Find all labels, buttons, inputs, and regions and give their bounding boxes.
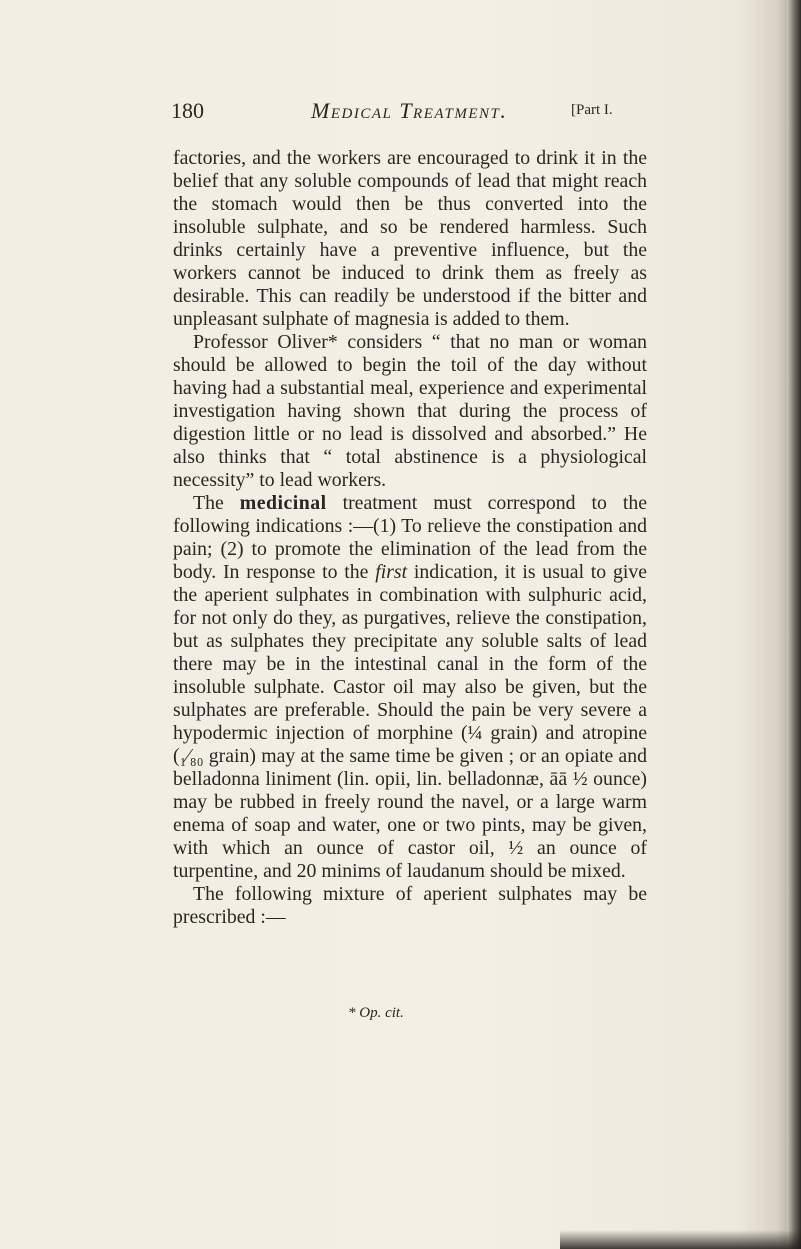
page-bottom-shadow <box>560 1230 801 1249</box>
page-edge-shadow <box>787 0 801 1249</box>
paragraph-4: The following mixture of aperient sulphates may be prescribed :— <box>173 883 647 928</box>
running-header <box>171 98 651 128</box>
footnote: * Op. cit. <box>348 1005 404 1021</box>
first-term: first <box>375 561 408 583</box>
body-text <box>173 147 647 929</box>
paragraph-3-end: indication, it is usual to give the aperient sulphates in combination with sulphuric acid, for not only do they, as purgatives, relieve the constipation, but as sulphates they precipitate any soluble salts of lead there may be in the intestinal canal in the form of the insoluble sulphate. Castor oil may also be given, but the sulphates are preferable. Should the pain be very severe a hypodermic injection of morphine (¼ grain) and atropine (₁⁄₈₀ grain) may at the same time be given ; or an opiate and belladonna liniment (lin. opii, lin. belladonnæ, āā ½ ounce) may be rubbed in freely round the navel, or a large warm enema of soap and water, one or two pints, may be given, with which an ounce of castor oil, ½ an ounce of turpentine, and 20 minims of laudanum should be mixed. <box>173 561 647 882</box>
paragraph-3 <box>173 492 647 883</box>
paragraph-3-middle: treatment must correspond to the following indications :—(1) To relieve the constipation and pain; (2) to promote the elimination of the lead from the body. In response to the <box>173 492 647 583</box>
paragraph-2: Professor Oliver* considers “ that no man or woman should be allowed to begin the toil of the day without having had a substantial meal, experience and experimental investigation having shown that during the process of digestion little or no lead is dissolved and absorbed.” He also thinks that “ total abstinence is a physiological necessity” to lead workers. <box>173 331 647 491</box>
part-label: [Part I. <box>571 102 613 118</box>
paragraph-1: factories, and the workers are encouraged to drink it in the belief that any soluble compounds of lead that might reach the stomach would then be thus converted into the insoluble sulphate, and so be rendered harmless. Such drinks certainly have a preventive influence, but the workers cannot be induced to drink them as freely as desirable. This can readily be understood if the bitter and unpleasant sulphate of magnesia is added to them. <box>173 147 647 330</box>
page-number: 180 <box>171 98 204 123</box>
paragraph-3-start: The <box>193 492 224 514</box>
running-title: Medical Treatment. <box>311 98 508 123</box>
medicinal-term: medicinal <box>239 492 327 514</box>
